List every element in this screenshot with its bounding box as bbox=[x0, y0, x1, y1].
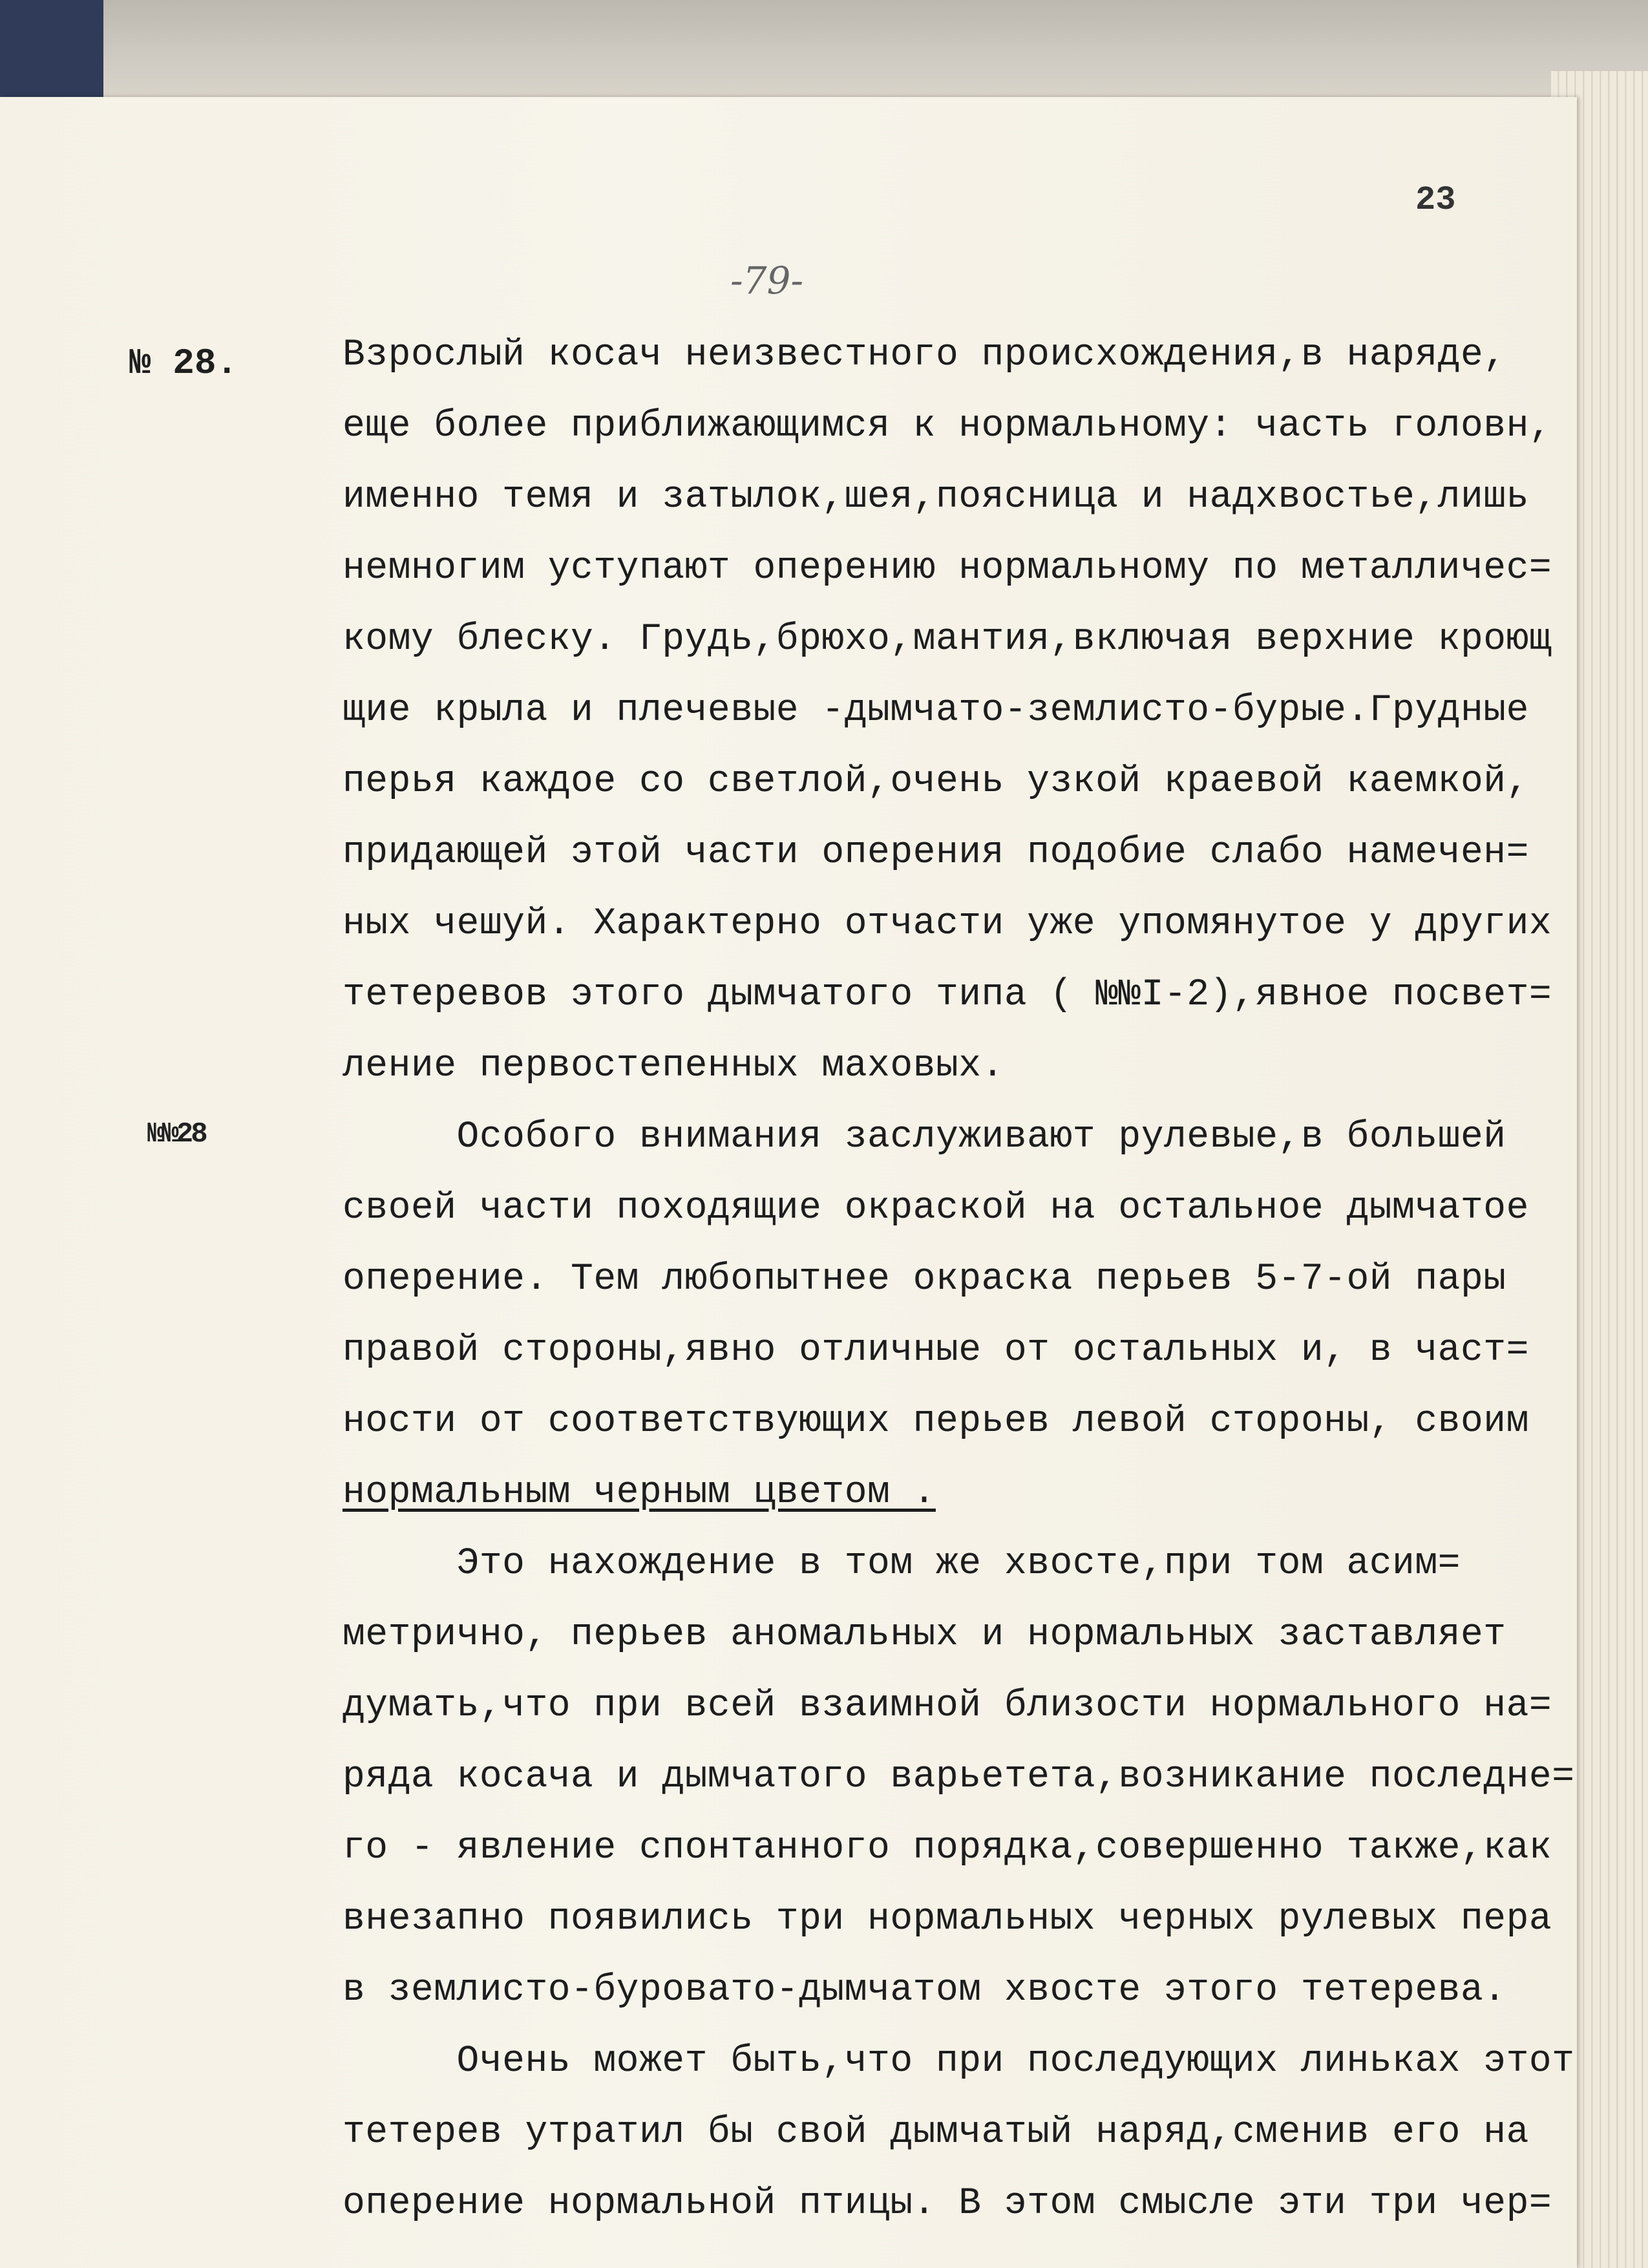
entry-number: № 28. bbox=[129, 343, 238, 384]
text-line: перья каждое со светлой,очень узкой краевой каемкой, bbox=[343, 761, 1529, 803]
handwritten-page-number: -79- bbox=[730, 259, 803, 302]
text-line-underlined: нормальным черным цветом . bbox=[343, 1472, 936, 1514]
document-page bbox=[0, 97, 1577, 2268]
text-line: тетерев утратил бы свой дымчатый наряд,сменив его на bbox=[343, 2112, 1529, 2154]
text-line: придающей этой части оперения подобие слабо намечен= bbox=[343, 832, 1529, 874]
text-line: тетеревов этого дымчатого типа ( №№I-2),явное посвет= bbox=[343, 974, 1552, 1016]
text-line: немногим уступают оперению нормальному по металличес= bbox=[343, 547, 1552, 589]
folder-binding-strip bbox=[0, 0, 103, 97]
typewritten-text bbox=[343, 320, 1575, 2240]
text-line: думать,что при всей взаимной близости нормального на= bbox=[343, 1685, 1552, 1727]
text-line: внезапно появились три нормальных черных рулевых пера bbox=[343, 1898, 1552, 1940]
text-line: оперение. Тем любопытнее окраска перьев 5-7-ой пары bbox=[343, 1258, 1506, 1300]
text-line: щие крыла и плечевые -дымчато-землисто-бурые.Грудные bbox=[343, 690, 1529, 732]
text-line: Особого внимания заслуживают рулевые,в большей bbox=[343, 1116, 1506, 1158]
text-line: правой стороны,явно отличные от остальных и, в част= bbox=[343, 1330, 1529, 1372]
text-line: метрично, перьев аномальных и нормальных заставляет bbox=[343, 1614, 1506, 1656]
text-line: Очень может быть,что при последующих линьках этот bbox=[343, 2040, 1575, 2083]
text-line: именно темя и затылок,шея,поясница и надхвостье,лишь bbox=[343, 476, 1529, 518]
margin-mark: №№28 bbox=[147, 1118, 206, 1150]
text-line: ряда косача и дымчатого варьетета,возникание последне= bbox=[343, 1756, 1575, 1798]
text-line: кому блеску. Грудь,брюхо,мантия,включая верхние кроющ bbox=[343, 619, 1552, 661]
text-line: Взрослый косач неизвестного происхождения,в наряде, bbox=[343, 334, 1506, 376]
folder-cover bbox=[0, 0, 1648, 97]
text-line: ности от соответствующих перьев левой стороны, своим bbox=[343, 1401, 1529, 1443]
text-line: в землисто-буровато-дымчатом хвосте этого тетерева. bbox=[343, 1969, 1506, 2011]
text-line: Это нахождение в том же хвосте,при том асим= bbox=[343, 1543, 1461, 1585]
page-number: 23 bbox=[1415, 181, 1456, 219]
text-line: оперение нормальной птицы. В этом смысле эти три чер= bbox=[343, 2183, 1552, 2225]
text-line: ление первостепенных маховых. bbox=[343, 1045, 1004, 1087]
text-line: го - явление спонтанного порядка,совершенно также,как bbox=[343, 1827, 1552, 1869]
text-line: своей части походящие окраской на остальное дымчатое bbox=[343, 1187, 1529, 1229]
text-line: ных чешуй. Характерно отчасти уже упомянутое у других bbox=[343, 903, 1552, 945]
text-line: еще более приближающимся к нормальному: часть головн, bbox=[343, 405, 1552, 447]
